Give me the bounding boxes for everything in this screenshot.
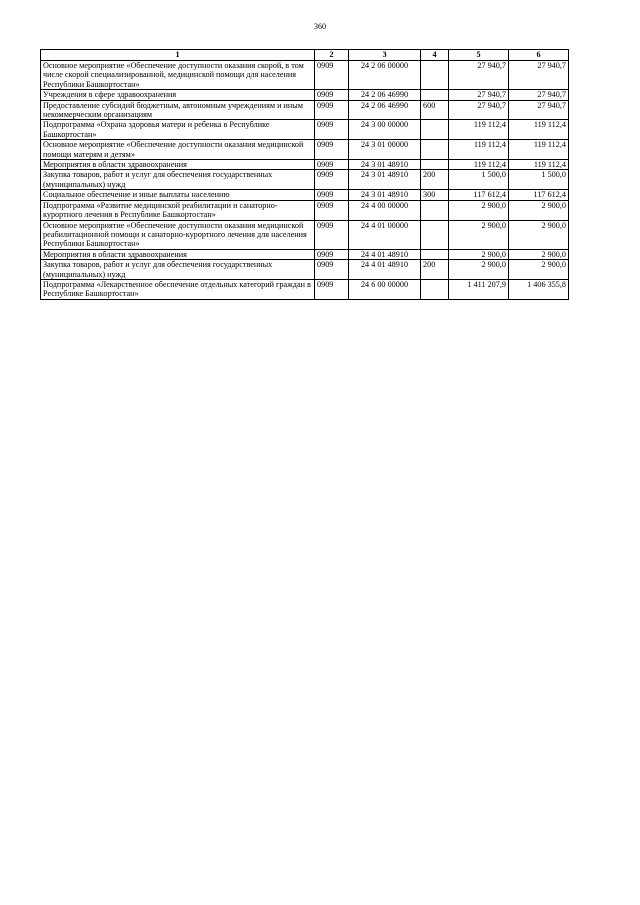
cell-name: Основное мероприятие «Обеспечение доступности оказания медицинской реабилитационной помощи и санаторно-курортного лечения для населения Республики Башкортостан» — [41, 220, 315, 249]
cell-name: Закупка товаров, работ и услуг для обеспечения государственных (муниципальных) нужд — [41, 170, 315, 190]
cell-expense-type: 600 — [421, 100, 449, 120]
cell-name: Предоставление субсидий бюджетным, автономным учреждениям и иным некоммерческим организациям — [41, 100, 315, 120]
cell-expense-type — [421, 140, 449, 160]
cell-amount-2: 27 940,7 — [509, 90, 569, 100]
cell-expense-type: 200 — [421, 260, 449, 280]
cell-amount-2: 27 940,7 — [509, 61, 569, 90]
cell-amount-1: 2 900,0 — [449, 200, 509, 220]
cell-amount-1: 1 500,0 — [449, 170, 509, 190]
table-row — [41, 100, 569, 120]
cell-section: 0909 — [315, 100, 349, 120]
cell-amount-2: 2 900,0 — [509, 249, 569, 259]
cell-target-code: 24 4 01 00000 — [349, 220, 421, 249]
cell-expense-type — [421, 90, 449, 100]
table-row — [41, 260, 569, 280]
cell-amount-2: 2 900,0 — [509, 200, 569, 220]
cell-name: Основное мероприятие «Обеспечение доступности оказания скорой, в том числе скорой специализированной, медицинской помощи для населения Республики Башкортостан» — [41, 61, 315, 90]
cell-section: 0909 — [315, 190, 349, 200]
table-row — [41, 220, 569, 249]
cell-amount-2: 1 406 355,8 — [509, 279, 569, 299]
table-row — [41, 90, 569, 100]
cell-name: Мероприятия в области здравоохранения — [41, 249, 315, 259]
page-number: 360 — [314, 22, 326, 31]
cell-name: Основное мероприятие «Обеспечение доступности оказания медицинской помощи матерям и детям» — [41, 140, 315, 160]
cell-target-code: 24 3 01 48910 — [349, 170, 421, 190]
table-header-row — [41, 50, 569, 61]
cell-amount-2: 119 112,4 — [509, 160, 569, 170]
table-row — [41, 160, 569, 170]
cell-section: 0909 — [315, 220, 349, 249]
cell-name: Учреждения в сфере здравоохранения — [41, 90, 315, 100]
cell-target-code: 24 4 01 48910 — [349, 249, 421, 259]
header-col-5: 5 — [449, 50, 509, 61]
budget-table — [40, 49, 569, 300]
cell-amount-2: 2 900,0 — [509, 220, 569, 249]
cell-expense-type — [421, 249, 449, 259]
cell-amount-1: 27 940,7 — [449, 61, 509, 90]
cell-expense-type — [421, 61, 449, 90]
header-col-3: 3 — [349, 50, 421, 61]
table-row — [41, 61, 569, 90]
cell-amount-1: 2 900,0 — [449, 220, 509, 249]
cell-amount-2: 1 500,0 — [509, 170, 569, 190]
cell-amount-2: 2 900,0 — [509, 260, 569, 280]
cell-expense-type — [421, 160, 449, 170]
cell-amount-1: 119 112,4 — [449, 120, 509, 140]
header-col-6: 6 — [509, 50, 569, 61]
cell-target-code: 24 3 01 48910 — [349, 190, 421, 200]
cell-amount-2: 27 940,7 — [509, 100, 569, 120]
cell-section: 0909 — [315, 200, 349, 220]
table-row — [41, 279, 569, 299]
cell-section: 0909 — [315, 120, 349, 140]
cell-expense-type — [421, 220, 449, 249]
cell-section: 0909 — [315, 279, 349, 299]
cell-amount-1: 119 112,4 — [449, 160, 509, 170]
cell-amount-2: 119 112,4 — [509, 120, 569, 140]
cell-amount-1: 27 940,7 — [449, 100, 509, 120]
cell-target-code: 24 4 00 00000 — [349, 200, 421, 220]
cell-section: 0909 — [315, 90, 349, 100]
cell-target-code: 24 6 00 00000 — [349, 279, 421, 299]
cell-section: 0909 — [315, 170, 349, 190]
cell-section: 0909 — [315, 160, 349, 170]
cell-section: 0909 — [315, 61, 349, 90]
cell-amount-1: 117 612,4 — [449, 190, 509, 200]
cell-expense-type — [421, 120, 449, 140]
cell-name: Подпрограмма «Охрана здоровья матери и ребенка в Республике Башкортостан» — [41, 120, 315, 140]
header-col-1: 1 — [41, 50, 315, 61]
cell-name: Мероприятия в области здравоохранения — [41, 160, 315, 170]
cell-expense-type: 300 — [421, 190, 449, 200]
cell-target-code: 24 2 06 46990 — [349, 90, 421, 100]
table-row — [41, 190, 569, 200]
table-row — [41, 200, 569, 220]
cell-target-code: 24 3 01 00000 — [349, 140, 421, 160]
cell-name: Подпрограмма «Лекарственное обеспечение отдельных категорий граждан в Республике Башкортостан» — [41, 279, 315, 299]
cell-expense-type — [421, 279, 449, 299]
cell-name: Закупка товаров, работ и услуг для обеспечения государственных (муниципальных) нужд — [41, 260, 315, 280]
cell-expense-type: 200 — [421, 170, 449, 190]
cell-expense-type — [421, 200, 449, 220]
cell-target-code: 24 3 00 00000 — [349, 120, 421, 140]
cell-amount-1: 27 940,7 — [449, 90, 509, 100]
table-row — [41, 170, 569, 190]
cell-section: 0909 — [315, 249, 349, 259]
cell-name: Социальное обеспечение и иные выплаты населению — [41, 190, 315, 200]
cell-target-code: 24 3 01 48910 — [349, 160, 421, 170]
cell-amount-1: 2 900,0 — [449, 249, 509, 259]
cell-section: 0909 — [315, 140, 349, 160]
cell-amount-2: 117 612,4 — [509, 190, 569, 200]
cell-amount-1: 2 900,0 — [449, 260, 509, 280]
table-row — [41, 120, 569, 140]
header-col-2: 2 — [315, 50, 349, 61]
table-body — [41, 61, 569, 300]
cell-amount-1: 119 112,4 — [449, 140, 509, 160]
cell-name: Подпрограмма «Развитие медицинской реабилитации и санаторно-курортного лечения в Республике Башкортостан» — [41, 200, 315, 220]
cell-target-code: 24 2 06 00000 — [349, 61, 421, 90]
table-row — [41, 140, 569, 160]
table-row — [41, 249, 569, 259]
cell-amount-1: 1 411 207,9 — [449, 279, 509, 299]
cell-target-code: 24 2 06 46990 — [349, 100, 421, 120]
header-col-4: 4 — [421, 50, 449, 61]
cell-amount-2: 119 112,4 — [509, 140, 569, 160]
cell-section: 0909 — [315, 260, 349, 280]
cell-target-code: 24 4 01 48910 — [349, 260, 421, 280]
